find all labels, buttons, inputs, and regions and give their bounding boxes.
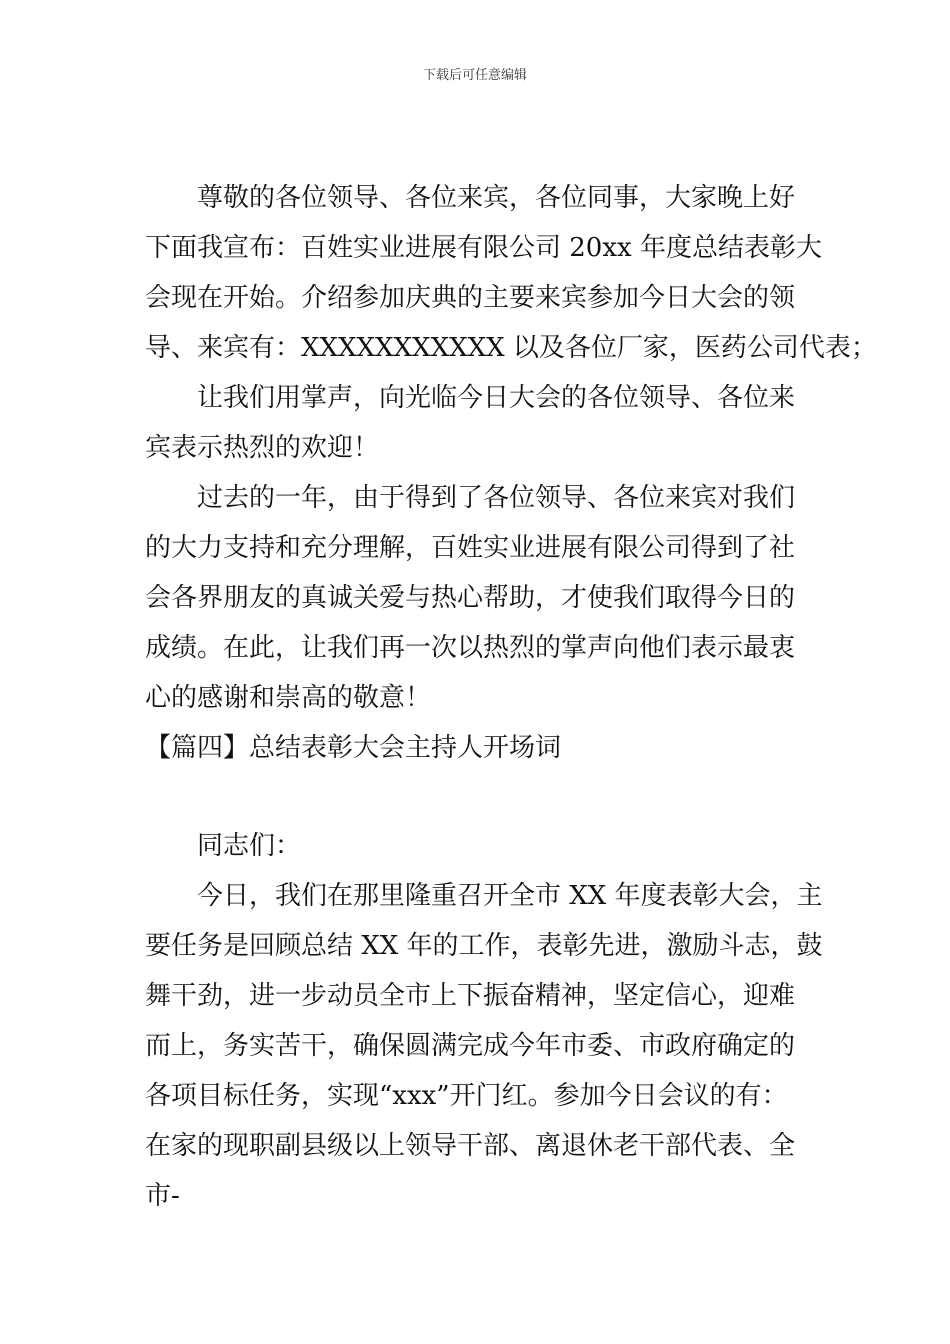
paragraph-4-line-7: 市- <box>145 1181 180 1211</box>
paragraph-1-line-1: 尊敬的各位领导、各位来宾，各位同事，大家晚上好 <box>197 183 796 213</box>
paragraph-4-line-3: 舞干劲，进一步动员全市上下振奋精神，坚定信心，迎难 <box>145 981 796 1011</box>
paragraph-3-line-3: 会各界朋友的真诚关爱与热心帮助，才使我们取得今日的 <box>145 583 796 613</box>
paragraph-4-line-1: 今日，我们在那里隆重召开全市 XX 年度表彰大会，主 <box>197 881 823 911</box>
paragraph-1-line-4: 导、来宾有：XXXXXXXXXXX 以及各位厂家，医药公司代表； <box>145 333 877 363</box>
paragraph-1-line-2: 下面我宣布：百姓实业进展有限公司 20xx 年度总结表彰大 <box>145 233 822 263</box>
paragraph-4-line-5: 各项目标任务，实现“xxx”开门红。参加今日会议的有： <box>145 1081 788 1111</box>
salutation: 同志们： <box>197 831 302 861</box>
paragraph-3-line-1: 过去的一年，由于得到了各位领导、各位来宾对我们 <box>197 483 796 513</box>
paragraph-3-line-2: 的大力支持和充分理解，百姓实业进展有限公司得到了社 <box>145 533 796 563</box>
paragraph-4-line-2: 要任务是回顾总结 XX 年的工作，表彰先进，激励斗志，鼓 <box>145 931 823 961</box>
paragraph-2-line-2: 宾表示热烈的欢迎！ <box>145 433 380 463</box>
paragraph-3-line-5: 心的感谢和崇高的敬意！ <box>145 683 432 713</box>
section-heading: 【篇四】总结表彰大会主持人开场词 <box>145 733 562 763</box>
page-header-note: 下载后可任意编辑 <box>422 68 527 83</box>
paragraph-1-line-3: 会现在开始。介绍参加庆典的主要来宾参加今日大会的领 <box>145 283 796 313</box>
paragraph-4-line-4: 而上，务实苦干，确保圆满完成今年市委、市政府确定的 <box>145 1031 796 1061</box>
paragraph-2-line-1: 让我们用掌声，向光临今日大会的各位领导、各位来 <box>197 383 796 413</box>
paragraph-4-line-6: 在家的现职副县级以上领导干部、离退休老干部代表、全 <box>145 1131 796 1161</box>
paragraph-3-line-4: 成绩。在此，让我们再一次以热烈的掌声向他们表示最衷 <box>145 633 796 663</box>
